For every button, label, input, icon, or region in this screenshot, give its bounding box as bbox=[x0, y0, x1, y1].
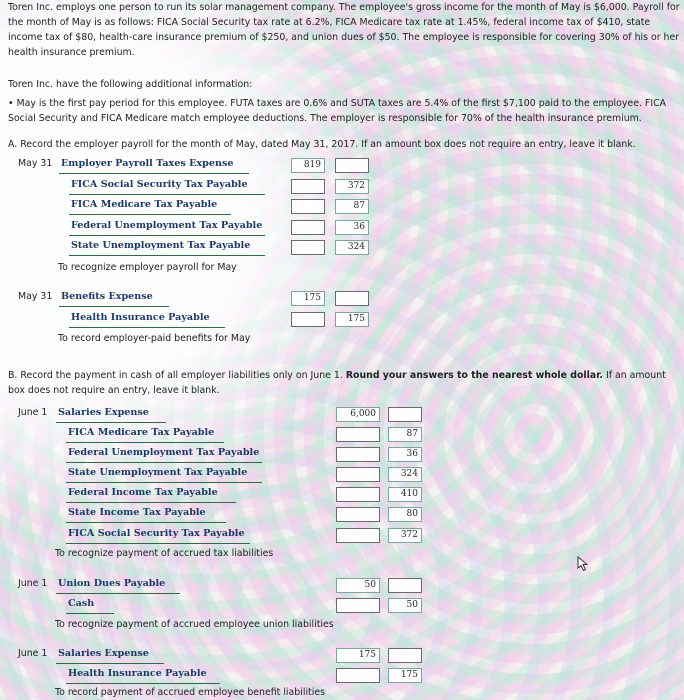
account-cash[interactable]: Cash bbox=[68, 598, 94, 609]
credit-input[interactable] bbox=[335, 291, 369, 306]
credit-input[interactable]: 324 bbox=[388, 467, 422, 482]
mouse-cursor-icon bbox=[576, 556, 590, 572]
part-b-instruction-start: B. Record the payment in cash of all employer liabilities only on June 1. bbox=[8, 370, 343, 381]
account-fica-social-security-tax-payable[interactable]: FICA Social Security Tax Payable bbox=[68, 528, 245, 539]
debit-input[interactable]: 819 bbox=[291, 158, 325, 173]
credit-input[interactable]: 175 bbox=[388, 668, 422, 683]
credit-input[interactable]: 36 bbox=[388, 447, 422, 462]
part-b-instruction-end: If an amount box does not require an entry, leave it blank. bbox=[8, 370, 666, 396]
debit-input[interactable]: 175 bbox=[291, 291, 325, 306]
account-salaries-expense[interactable]: Salaries Expense bbox=[58, 648, 149, 659]
debit-input[interactable] bbox=[336, 598, 380, 613]
debit-input[interactable] bbox=[336, 447, 380, 462]
debit-input[interactable] bbox=[336, 507, 380, 522]
account-union-dues-payable[interactable]: Union Dues Payable bbox=[58, 578, 165, 589]
debit-input[interactable]: 175 bbox=[336, 648, 380, 663]
account-employer-payroll-taxes-expense[interactable]: Employer Payroll Taxes Expense bbox=[61, 158, 233, 169]
part-a-instruction: A. Record the employer payroll for the month of May, dated May 31, 2017. If an amount box does not require an entry, leave it blank. bbox=[8, 139, 636, 150]
debit-input[interactable] bbox=[336, 427, 380, 442]
part-b-instruction bbox=[8, 368, 676, 398]
account-fica-social-security-tax-payable[interactable]: FICA Social Security Tax Payable bbox=[71, 179, 248, 190]
credit-input[interactable]: 372 bbox=[388, 528, 422, 543]
entry-date: June 1 bbox=[18, 407, 48, 418]
credit-input[interactable] bbox=[335, 158, 369, 173]
debit-input[interactable] bbox=[291, 220, 325, 235]
entry-memo: To record employer-paid benefits for May bbox=[58, 333, 251, 344]
entry-date: June 1 bbox=[18, 578, 48, 589]
account-state-unemployment-tax-payable[interactable]: State Unemployment Tax Payable bbox=[71, 240, 250, 251]
credit-input[interactable] bbox=[388, 578, 422, 593]
account-fica-medicare-tax-payable[interactable]: FICA Medicare Tax Payable bbox=[68, 427, 214, 438]
additional-info-heading: Toren Inc. have the following additional information: bbox=[8, 79, 253, 90]
debit-input[interactable]: 50 bbox=[336, 578, 380, 593]
account-state-unemployment-tax-payable[interactable]: State Unemployment Tax Payable bbox=[68, 467, 247, 478]
credit-input[interactable]: 87 bbox=[388, 427, 422, 442]
credit-input[interactable]: 80 bbox=[388, 507, 422, 522]
credit-input[interactable] bbox=[388, 407, 422, 422]
part-b-instruction-bold: Round your answers to the nearest whole dollar. bbox=[345, 370, 603, 381]
entry-date: May 31 bbox=[18, 158, 53, 169]
account-federal-unemployment-tax-payable[interactable]: Federal Unemployment Tax Payable bbox=[71, 220, 262, 231]
debit-input[interactable] bbox=[291, 179, 325, 194]
debit-input[interactable] bbox=[336, 467, 380, 482]
bullet-icon: • bbox=[8, 98, 17, 109]
entry-memo: To recognize payment of accrued tax liabilities bbox=[55, 548, 274, 559]
debit-input[interactable]: 6,000 bbox=[336, 407, 380, 422]
account-federal-unemployment-tax-payable[interactable]: Federal Unemployment Tax Payable bbox=[68, 447, 259, 458]
entry-date: May 31 bbox=[18, 291, 53, 302]
debit-input[interactable] bbox=[291, 199, 325, 214]
entry-date: June 1 bbox=[18, 648, 48, 659]
credit-input[interactable]: 50 bbox=[388, 598, 422, 613]
credit-input[interactable]: 410 bbox=[388, 487, 422, 502]
entry-memo: To recognize payment of accrued employee union liabilities bbox=[55, 619, 334, 630]
account-federal-income-tax-payable[interactable]: Federal Income Tax Payable bbox=[68, 487, 218, 498]
debit-input[interactable] bbox=[336, 487, 380, 502]
debit-input[interactable] bbox=[291, 312, 325, 327]
problem-text: Toren Inc. employs one person to run its solar management company. The employee's gross income for the month of May is $6,000. Payroll for the month of May is as follows: FICA Social Security tax rate at 6.2%, FICA Medicare tax rate at 1.45%, federal income tax of $410, state income tax of $80, health-care insurance premium of $250, and union dues of $50. The employee is responsible for covering 30% of his or her health insurance premium. bbox=[8, 2, 680, 58]
credit-input[interactable]: 324 bbox=[335, 240, 369, 255]
entry-memo: To recognize employer payroll for May bbox=[58, 262, 237, 273]
account-state-income-tax-payable[interactable]: State Income Tax Payable bbox=[68, 507, 206, 518]
debit-input[interactable] bbox=[336, 528, 380, 543]
bullet-text: May is the first pay period for this employee. FUTA taxes are 0.6% and SUTA taxes are 5.4% of the first $7,100 paid to the employee. FICA Social Security and FICA Medicare match employee deductions. The employer is responsible for 70% of the health insurance premium. bbox=[8, 98, 667, 124]
credit-input[interactable]: 36 bbox=[335, 220, 369, 235]
debit-input[interactable] bbox=[291, 240, 325, 255]
account-benefits-expense[interactable]: Benefits Expense bbox=[61, 291, 153, 302]
account-salaries-expense[interactable]: Salaries Expense bbox=[58, 407, 149, 418]
credit-input[interactable] bbox=[388, 648, 422, 663]
credit-input[interactable]: 87 bbox=[335, 199, 369, 214]
account-health-insurance-payable[interactable]: Health Insurance Payable bbox=[71, 312, 210, 323]
credit-input[interactable]: 175 bbox=[335, 312, 369, 327]
account-fica-medicare-tax-payable[interactable]: FICA Medicare Tax Payable bbox=[71, 199, 217, 210]
additional-info-bullet bbox=[8, 96, 680, 126]
credit-input[interactable]: 372 bbox=[335, 179, 369, 194]
entry-memo: To record payment of accrued employee benefit liabilities bbox=[55, 687, 325, 698]
debit-input[interactable] bbox=[336, 668, 380, 683]
account-health-insurance-payable[interactable]: Health Insurance Payable bbox=[68, 668, 207, 679]
